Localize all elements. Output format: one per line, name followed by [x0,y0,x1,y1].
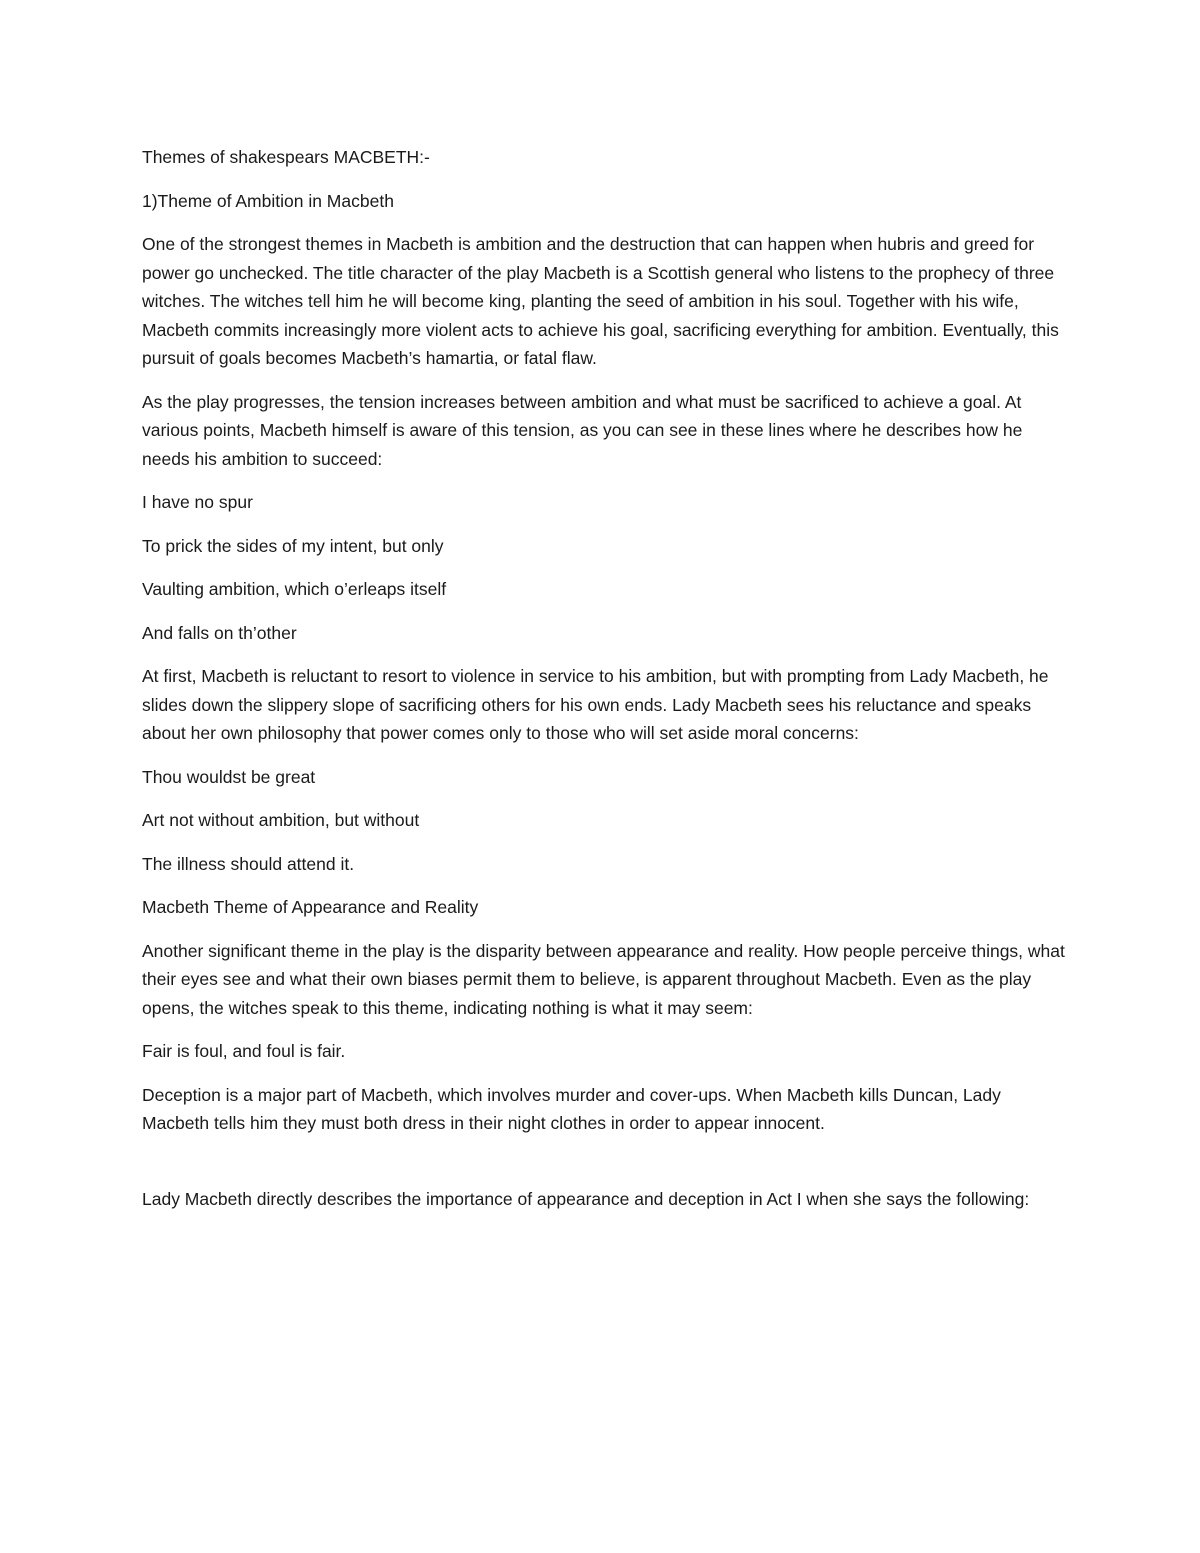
quote-line: Art not without ambition, but without [142,810,420,830]
quote-line: Thou wouldst be great [142,766,316,787]
quote-line: Fair is foul, and foul is fair. [142,1041,346,1061]
quote-line: Vaulting ambition, which o’erleaps itself [142,579,447,599]
quote-line: The illness should attend it. [142,853,355,874]
paragraph-ambition-intro: One of the strongest themes in Macbeth is ambition and the destruction that can happen when hubris and greed for power go unchecked. The title character of the play Macbeth is a Scottish general who listens to the prophecy of three witches. The witches tell him he will become king, planting the seed of ambition in his soul. Together with his wife, Macbeth commits increasingly more violent acts to achieve his goal, sacrificing everything for ambition. Eventually, this pursuit of goals becomes Macbeth’s hamartia, or fatal flaw. [142,234,1059,368]
paragraph-ambition-tension: As the play progresses, the tension increases between ambition and what must be sacrificed to achieve a goal. At various points, Macbeth himself is aware of this tension, as you can see in these lines where he describes how he needs his ambition to succeed: [142,391,1023,469]
section-heading-appearance: Macbeth Theme of Appearance and Reality [142,897,479,917]
document-body [142,143,1067,1228]
quote-line: And falls on th’other [142,622,297,643]
document-title: Themes of shakespears MACBETH:- [142,147,430,167]
quote-line: To prick the sides of my intent, but only [142,535,444,556]
paragraph-lady-macbeth: At first, Macbeth is reluctant to resort to violence in service to his ambition, but with prompting from Lady Macbeth, he slides down the slippery slope of sacrificing others for his own ends. Lady Macbeth sees his reluctance and speaks about her own philosophy that power comes only to those who will set aside moral concerns: [142,666,1049,743]
paragraph-deception: Deception is a major part of Macbeth, which involves murder and cover-ups. When Macbeth kills Duncan, Lady Macbeth tells him they must both dress in their night clothes in order to appear innocent. [142,1084,1001,1133]
paragraph-appearance-intro: Another significant theme in the play is the disparity between appearance and reality. How people perceive things, what their eyes see and what their own biases permit them to believe, is apparent throughout Macbeth. Even as the play opens, the witches speak to this theme, indicating nothing is what it may seem: [142,940,1065,1018]
paragraph-act-one: Lady Macbeth directly describes the importance of appearance and deception in Act I when she says the following: [142,1188,1030,1209]
quote-line: I have no spur [142,492,253,512]
section-heading-ambition: 1)Theme of Ambition in Macbeth [142,190,394,211]
